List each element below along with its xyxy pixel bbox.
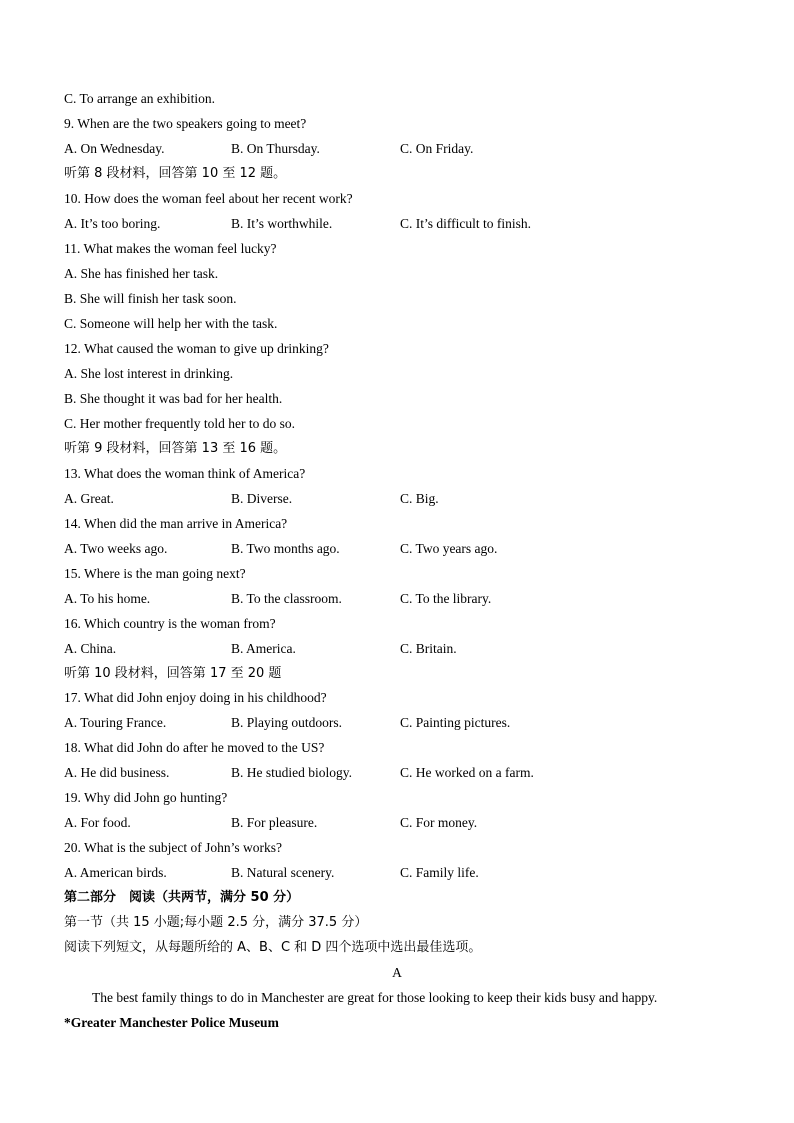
q13-option-b: B. Diverse. (231, 491, 293, 506)
q10-stem: 10. How does the woman feel about her recent work? (64, 191, 353, 206)
q19-stem: 19. Why did John go hunting? (64, 790, 228, 805)
q9-options (64, 140, 744, 158)
q13-option-c: C. Big. (400, 491, 439, 506)
q15-options (64, 590, 744, 608)
q9-option-a: A. On Wednesday. (64, 141, 165, 156)
q10-option-b: B. It’s worthwhile. (231, 216, 333, 231)
q17-option-c: C. Painting pictures. (400, 715, 511, 730)
q14-stem: 14. When did the man arrive in America? (64, 516, 288, 531)
q10-options (64, 215, 744, 233)
q18-option-b: B. He studied biology. (231, 765, 352, 780)
q19-option-c: C. For money. (400, 815, 478, 830)
q12-stem: 12. What caused the woman to give up drinking? (64, 341, 329, 356)
q12-option-b: B. She thought it was bad for her health. (64, 391, 283, 406)
q13-stem: 13. What does the woman think of America? (64, 466, 306, 481)
q15-option-b: B. To the classroom. (231, 591, 342, 606)
q11-option-a: A. She has finished her task. (64, 266, 219, 281)
reading-instructions: 阅读下列短文，从每题所给的 A、B、C 和 D 四个选项中选出最佳选项。 (64, 940, 482, 955)
q12-option-c: C. Her mother frequently told her to do so. (64, 416, 295, 431)
q14-option-c: C. Two years ago. (400, 541, 498, 556)
q17-option-b: B. Playing outdoors. (231, 715, 343, 730)
q17-stem: 17. What did John enjoy doing in his childhood? (64, 690, 327, 705)
q9-option-b: B. On Thursday. (231, 141, 320, 156)
q11-option-b: B. She will finish her task soon. (64, 291, 237, 306)
q11-stem: 11. What makes the woman feel lucky? (64, 241, 277, 256)
passage-subheading: *Greater Manchester Police Museum (64, 1015, 279, 1030)
q11-option-c: C. Someone will help her with the task. (64, 316, 278, 331)
q20-option-c: C. Family life. (400, 865, 479, 880)
q20-option-b: B. Natural scenery. (231, 865, 335, 880)
q14-option-b: B. Two months ago. (231, 541, 340, 556)
section-10-heading: 听第 10 段材料，回答第 17 至 20 题 (64, 666, 282, 681)
q19-option-a: A. For food. (64, 815, 131, 830)
q8-option-c: C. To arrange an exhibition. (64, 91, 216, 106)
q15-option-c: C. To the library. (400, 591, 492, 606)
q14-option-a: A. Two weeks ago. (64, 541, 168, 556)
q15-stem: 15. Where is the man going next? (64, 566, 246, 581)
q9-stem: 9. When are the two speakers going to meet? (64, 116, 307, 131)
passage-letter: A (392, 965, 402, 980)
q20-option-a: A. American birds. (64, 865, 167, 880)
q19-option-b: B. For pleasure. (231, 815, 318, 830)
section-8-heading: 听第 8 段材料，回答第 10 至 12 题。 (64, 166, 287, 181)
passage-intro: The best family things to do in Manchester are great for those looking to keep their kids busy and happy. (92, 990, 658, 1005)
q14-options (64, 540, 744, 558)
section-1-heading: 第一节（共 15 小题;每小题 2.5 分，满分 37.5 分） (64, 915, 368, 930)
q16-option-b: B. America. (231, 641, 296, 656)
q20-options (64, 864, 744, 882)
q18-option-c: C. He worked on a farm. (400, 765, 534, 780)
q16-option-a: A. China. (64, 641, 117, 656)
q15-option-a: A. To his home. (64, 591, 151, 606)
q12-option-a: A. She lost interest in drinking. (64, 366, 234, 381)
part-2-heading: 第二部分 阅读（共两节，满分 50 分） (64, 890, 300, 905)
q17-option-a: A. Touring France. (64, 715, 167, 730)
q10-option-a: A. It’s too boring. (64, 216, 161, 231)
q18-options (64, 764, 744, 782)
q18-option-a: A. He did business. (64, 765, 170, 780)
q17-options (64, 714, 744, 732)
q16-options (64, 640, 744, 658)
q19-options (64, 814, 744, 832)
q18-stem: 18. What did John do after he moved to the US? (64, 740, 325, 755)
section-9-heading: 听第 9 段材料，回答第 13 至 16 题。 (64, 441, 287, 456)
q13-options (64, 490, 744, 508)
q9-option-c: C. On Friday. (400, 141, 474, 156)
q16-stem: 16. Which country is the woman from? (64, 616, 276, 631)
q13-option-a: A. Great. (64, 491, 114, 506)
q20-stem: 20. What is the subject of John’s works? (64, 840, 282, 855)
q10-option-c: C. It’s difficult to finish. (400, 216, 531, 231)
q16-option-c: C. Britain. (400, 641, 457, 656)
